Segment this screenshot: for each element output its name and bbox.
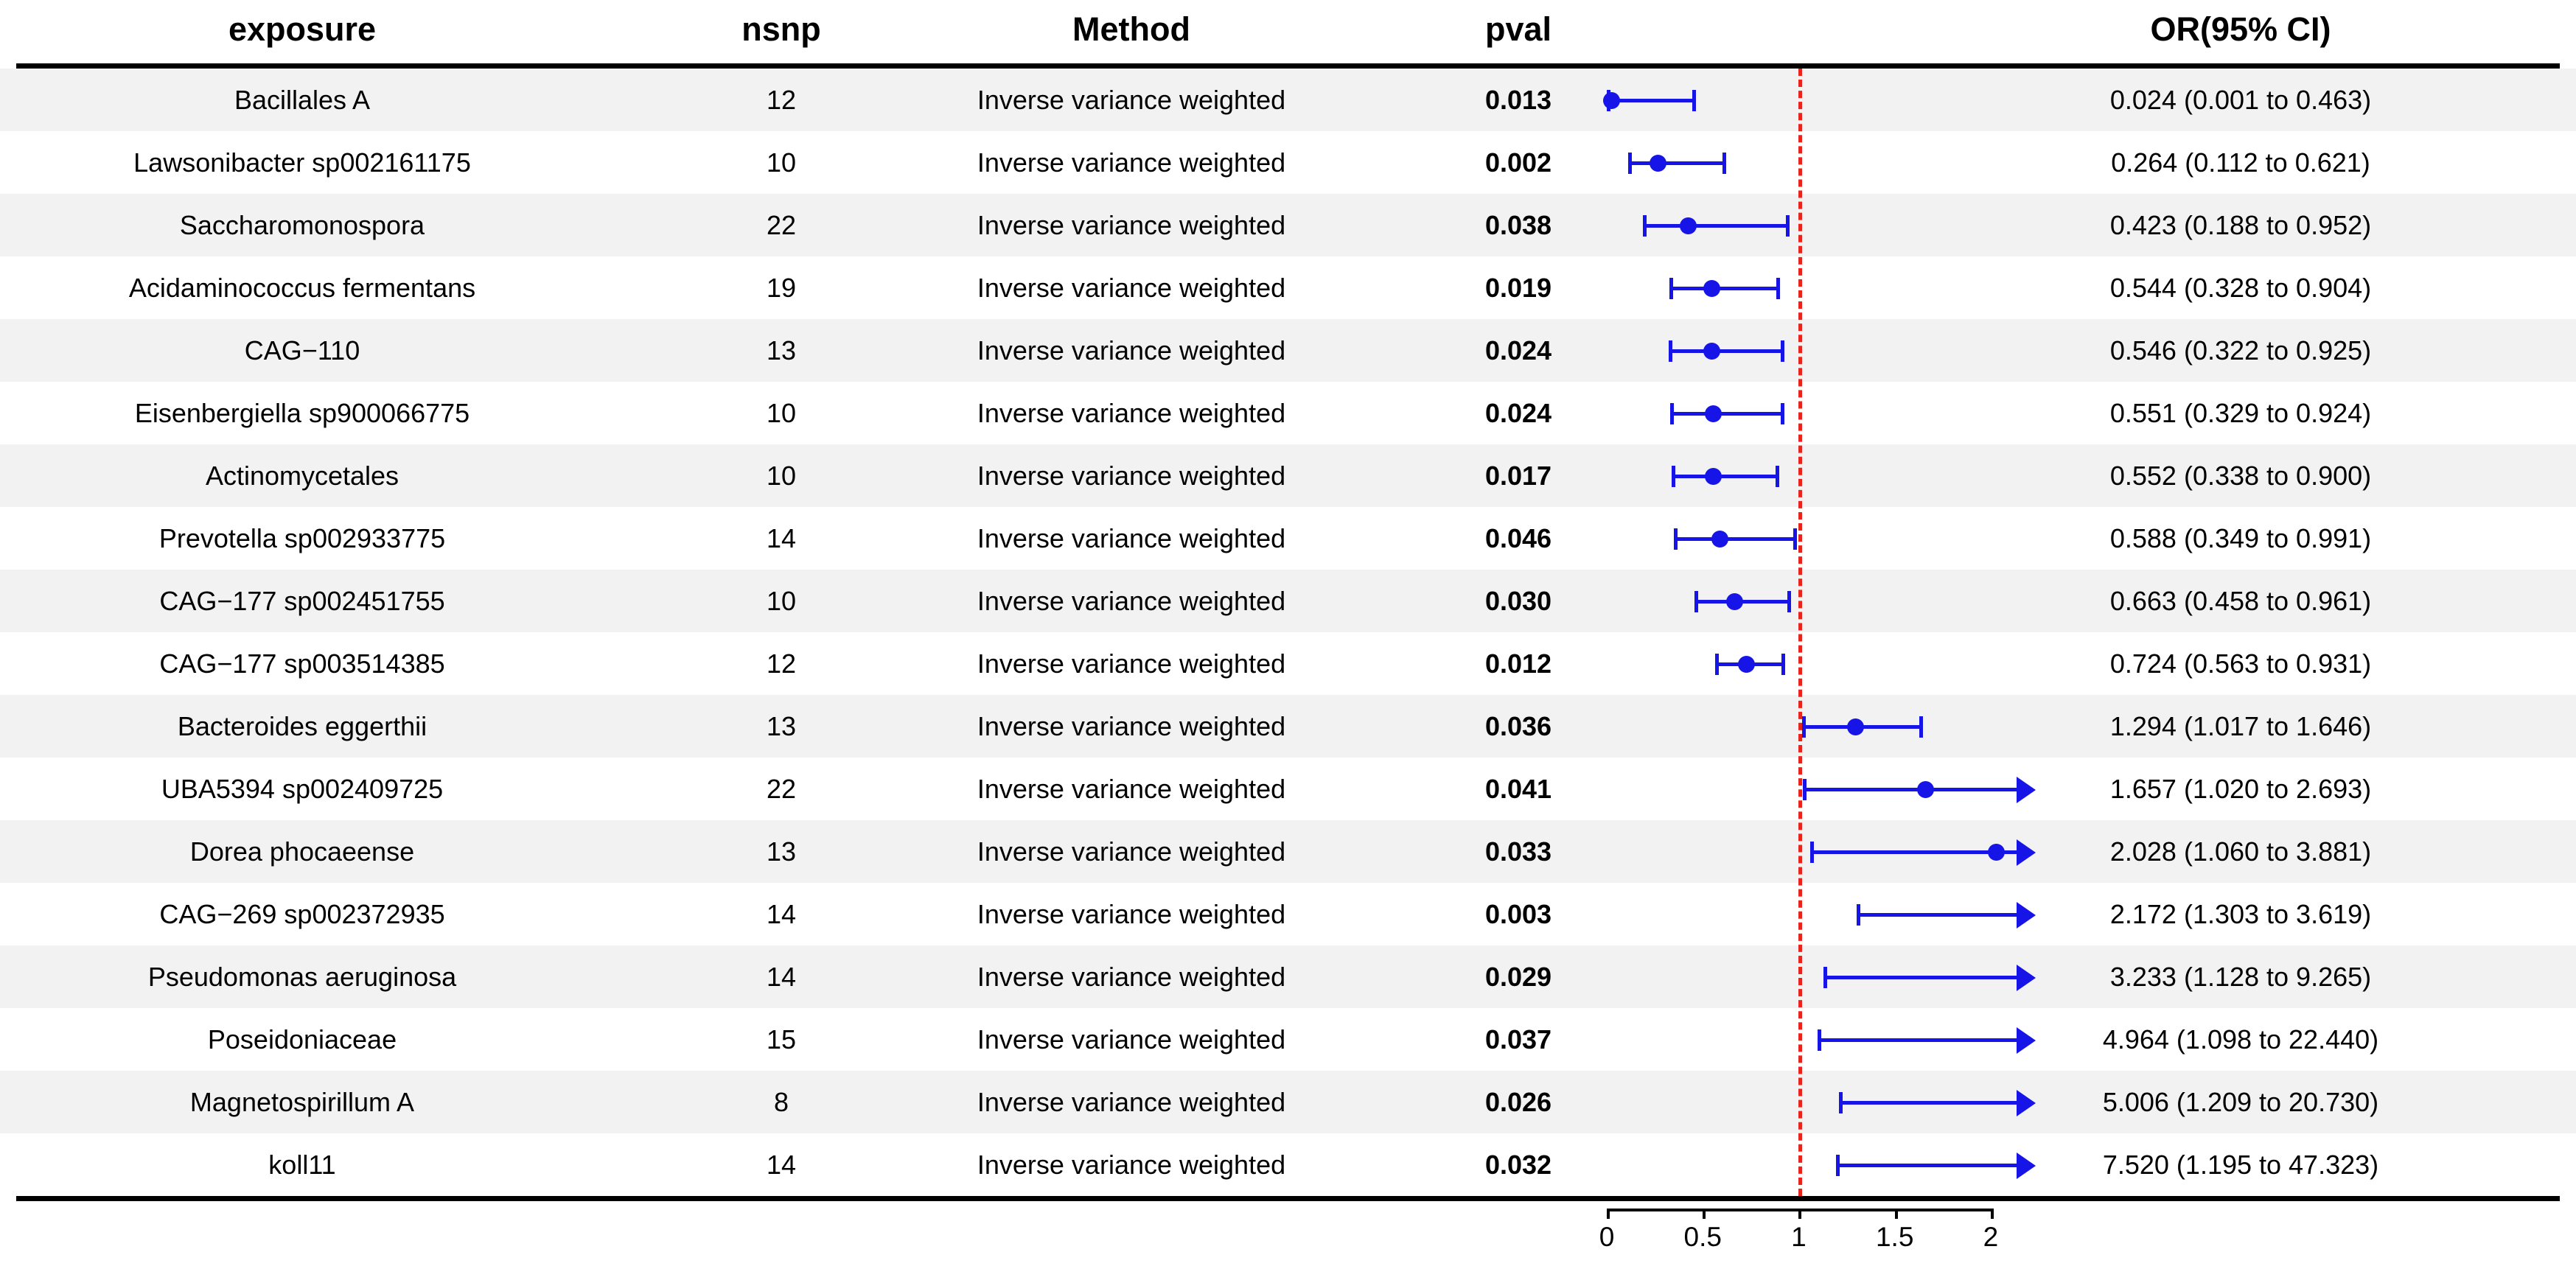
cell-or: 0.663 (0.458 to 0.961)	[2109, 586, 2372, 616]
confidence-interval	[1607, 256, 2020, 319]
interval-cap-lower	[1823, 967, 1827, 988]
cell-nsnp: 14	[766, 962, 797, 992]
table-row	[0, 131, 2576, 194]
cell-or: 0.724 (0.563 to 0.931)	[2109, 648, 2372, 679]
cell-or: 3.233 (1.128 to 9.265)	[2109, 962, 2372, 992]
cell-method: Inverse variance weighted	[977, 1087, 1286, 1117]
confidence-interval	[1607, 507, 2020, 570]
table-row	[0, 1133, 2576, 1196]
cell-pval: 0.029	[1484, 962, 1552, 992]
interval-cap-upper	[1781, 403, 1784, 424]
interval-cap-lower	[1670, 403, 1674, 424]
cell-pval: 0.041	[1484, 774, 1552, 804]
interval-cap-upper	[1722, 153, 1726, 174]
cell-nsnp: 12	[766, 648, 797, 679]
table-row	[0, 382, 2576, 444]
cell-nsnp: 13	[766, 335, 797, 366]
cell-exposure: Actinomycetales	[205, 461, 399, 491]
interval-line	[1669, 349, 1784, 353]
point-estimate-marker	[1703, 280, 1720, 297]
table-row	[0, 507, 2576, 570]
cell-pval: 0.030	[1484, 586, 1552, 616]
confidence-interval	[1607, 1071, 2020, 1133]
cell-nsnp: 13	[766, 836, 797, 867]
point-estimate-marker	[1705, 468, 1722, 485]
table-body	[0, 69, 2576, 1196]
table-row	[0, 945, 2576, 1008]
interval-line	[1643, 224, 1790, 228]
confidence-interval	[1607, 444, 2020, 507]
interval-arrow-upper	[2017, 1027, 2036, 1054]
interval-cap-upper	[1781, 340, 1784, 362]
cell-nsnp: 10	[766, 147, 797, 178]
cell-method: Inverse variance weighted	[977, 836, 1286, 867]
confidence-interval	[1607, 1008, 2020, 1071]
interval-cap-lower	[1628, 153, 1632, 174]
x-axis-tick	[1798, 1209, 1801, 1219]
cell-exposure: Acidaminococcus fermentans	[128, 273, 476, 303]
point-estimate-marker	[1603, 92, 1620, 109]
confidence-interval	[1607, 632, 2020, 695]
cell-pval: 0.038	[1484, 210, 1552, 240]
table-row	[0, 632, 2576, 695]
cell-or: 0.588 (0.349 to 0.991)	[2109, 523, 2372, 553]
table-row	[0, 444, 2576, 507]
interval-cap-lower	[1643, 215, 1647, 237]
confidence-interval	[1607, 570, 2020, 632]
point-estimate-marker	[1988, 844, 2005, 861]
cell-nsnp: 8	[773, 1087, 789, 1117]
interval-arrow-upper	[2017, 1090, 2036, 1116]
table-row	[0, 695, 2576, 758]
table-row	[0, 319, 2576, 382]
column-header-nsnp: nsnp	[741, 10, 821, 48]
interval-cap-upper	[1776, 466, 1779, 487]
header-divider	[16, 63, 2560, 69]
table-row	[0, 570, 2576, 632]
x-axis-tick-label: 2	[1983, 1222, 1999, 1252]
x-axis-tick-label: 0	[1599, 1222, 1615, 1252]
cell-nsnp: 14	[766, 899, 797, 929]
cell-method: Inverse variance weighted	[977, 711, 1286, 741]
interval-arrow-upper	[2017, 965, 2036, 991]
cell-method: Inverse variance weighted	[977, 335, 1286, 366]
cell-method: Inverse variance weighted	[977, 147, 1286, 178]
x-axis-tick	[1607, 1209, 1610, 1219]
cell-pval: 0.026	[1484, 1087, 1552, 1117]
confidence-interval	[1607, 820, 2020, 883]
cell-method: Inverse variance weighted	[977, 648, 1286, 679]
table-row	[0, 883, 2576, 945]
cell-exposure: CAG−177 sp003514385	[159, 648, 445, 679]
cell-or: 0.423 (0.188 to 0.952)	[2109, 210, 2372, 240]
x-axis	[1599, 1209, 2020, 1260]
interval-cap-lower	[1803, 779, 1807, 800]
table-row	[0, 69, 2576, 131]
confidence-interval	[1607, 69, 2020, 131]
cell-method: Inverse variance weighted	[977, 962, 1286, 992]
cell-method: Inverse variance weighted	[977, 398, 1286, 428]
interval-line	[1607, 99, 1695, 102]
cell-nsnp: 12	[766, 85, 797, 115]
interval-cap-lower	[1802, 716, 1806, 738]
interval-cap-upper	[1781, 654, 1785, 675]
point-estimate-marker	[1847, 718, 1864, 735]
cell-pval: 0.033	[1484, 836, 1552, 867]
cell-method: Inverse variance weighted	[977, 523, 1286, 553]
cell-or: 1.294 (1.017 to 1.646)	[2109, 711, 2372, 741]
interval-line	[1672, 475, 1779, 478]
interval-cap-lower	[1674, 528, 1678, 550]
cell-exposure: Saccharomonospora	[179, 210, 425, 240]
table-row	[0, 1071, 2576, 1133]
cell-pval: 0.024	[1484, 398, 1552, 428]
cell-or: 0.551 (0.329 to 0.924)	[2109, 398, 2372, 428]
interval-line	[1836, 1164, 2020, 1167]
cell-pval: 0.024	[1484, 335, 1552, 366]
cell-method: Inverse variance weighted	[977, 1024, 1286, 1055]
table-row	[0, 256, 2576, 319]
x-axis-tick-label: 1	[1791, 1222, 1807, 1252]
table-row	[0, 1008, 2576, 1071]
confidence-interval	[1607, 382, 2020, 444]
cell-exposure: Eisenbergiella sp900066775	[134, 398, 470, 428]
cell-pval: 0.003	[1484, 899, 1552, 929]
interval-cap-lower	[1669, 278, 1673, 299]
cell-nsnp: 14	[766, 1150, 797, 1180]
cell-pval: 0.032	[1484, 1150, 1552, 1180]
cell-or: 0.544 (0.328 to 0.904)	[2109, 273, 2372, 303]
cell-or: 4.964 (1.098 to 22.440)	[2102, 1024, 2379, 1055]
cell-method: Inverse variance weighted	[977, 1150, 1286, 1180]
cell-pval: 0.019	[1484, 273, 1552, 303]
interval-cap-upper	[1787, 591, 1791, 612]
interval-cap-lower	[1857, 904, 1860, 926]
cell-exposure: Bacillales A	[234, 85, 371, 115]
cell-nsnp: 22	[766, 774, 797, 804]
confidence-interval	[1607, 1133, 2020, 1196]
interval-arrow-upper	[2017, 1153, 2036, 1179]
table-row	[0, 758, 2576, 820]
cell-or: 2.172 (1.303 to 3.619)	[2109, 899, 2372, 929]
interval-cap-upper	[1786, 215, 1790, 237]
cell-nsnp: 10	[766, 461, 797, 491]
cell-or: 5.006 (1.209 to 20.730)	[2102, 1087, 2379, 1117]
cell-method: Inverse variance weighted	[977, 899, 1286, 929]
confidence-interval	[1607, 945, 2020, 1008]
cell-method: Inverse variance weighted	[977, 85, 1286, 115]
interval-cap-upper	[1776, 278, 1780, 299]
interval-cap-upper	[1692, 90, 1696, 111]
cell-exposure: Lawsonibacter sp002161175	[133, 147, 471, 178]
interval-line	[1628, 161, 1726, 165]
cell-nsnp: 22	[766, 210, 797, 240]
cell-nsnp: 15	[766, 1024, 797, 1055]
confidence-interval	[1607, 319, 2020, 382]
point-estimate-marker	[1650, 155, 1666, 172]
cell-or: 2.028 (1.060 to 3.881)	[2109, 836, 2372, 867]
point-estimate-marker	[1680, 217, 1697, 234]
cell-pval: 0.013	[1484, 85, 1552, 115]
cell-exposure: Prevotella sp002933775	[158, 523, 446, 553]
interval-cap-upper	[1793, 528, 1797, 550]
cell-method: Inverse variance weighted	[977, 461, 1286, 491]
interval-cap-lower	[1694, 591, 1698, 612]
confidence-interval	[1607, 883, 2020, 945]
point-estimate-marker	[1917, 781, 1934, 798]
cell-nsnp: 10	[766, 586, 797, 616]
interval-arrow-upper	[2017, 902, 2036, 928]
footer-divider	[16, 1196, 2560, 1201]
x-axis-tick	[1991, 1209, 1994, 1219]
cell-pval: 0.037	[1484, 1024, 1552, 1055]
interval-cap-lower	[1672, 466, 1675, 487]
cell-or: 0.264 (0.112 to 0.621)	[2111, 147, 2370, 178]
interval-cap-lower	[1836, 1155, 1840, 1176]
interval-line	[1669, 287, 1780, 290]
cell-nsnp: 13	[766, 711, 797, 741]
cell-nsnp: 14	[766, 523, 797, 553]
cell-method: Inverse variance weighted	[977, 210, 1286, 240]
interval-line	[1674, 537, 1797, 541]
cell-exposure: Magnetospirillum A	[189, 1087, 415, 1117]
cell-or: 0.024 (0.001 to 0.463)	[2109, 85, 2372, 115]
cell-exposure: Dorea phocaeense	[189, 836, 415, 867]
confidence-interval	[1607, 758, 2020, 820]
interval-arrow-upper	[2017, 777, 2036, 803]
column-header-or: OR(95% CI)	[2150, 10, 2331, 48]
interval-line	[1670, 412, 1784, 416]
column-header-method: Method	[1072, 10, 1190, 48]
cell-pval: 0.036	[1484, 711, 1552, 741]
cell-pval: 0.017	[1484, 461, 1552, 491]
forest-interval-area	[1607, 69, 2020, 1196]
table-row	[0, 820, 2576, 883]
cell-nsnp: 10	[766, 398, 797, 428]
point-estimate-marker	[1726, 593, 1743, 610]
cell-exposure: CAG−110	[244, 335, 360, 366]
x-axis-tick	[1895, 1209, 1898, 1219]
table-row	[0, 194, 2576, 256]
cell-pval: 0.046	[1484, 523, 1552, 553]
confidence-interval	[1607, 695, 2020, 758]
cell-pval: 0.012	[1484, 648, 1552, 679]
point-estimate-marker	[1703, 343, 1720, 360]
x-axis-tick-label: 1.5	[1875, 1222, 1914, 1252]
interval-arrow-upper	[2017, 839, 2036, 866]
x-axis-tick	[1703, 1209, 1706, 1219]
cell-exposure: Pseudomonas aeruginosa	[147, 962, 457, 992]
cell-or: 0.546 (0.322 to 0.925)	[2109, 335, 2372, 366]
cell-exposure: Bacteroides eggerthii	[177, 711, 427, 741]
cell-exposure: UBA5394 sp002409725	[161, 774, 444, 804]
interval-cap-lower	[1818, 1029, 1821, 1051]
interval-line	[1803, 788, 2020, 791]
cell-nsnp: 19	[766, 273, 797, 303]
interval-cap-lower	[1669, 340, 1672, 362]
cell-exposure: CAG−269 sp002372935	[159, 899, 445, 929]
cell-or: 1.657 (1.020 to 2.693)	[2109, 774, 2372, 804]
interval-line	[1857, 913, 2020, 917]
cell-exposure: koll11	[268, 1150, 336, 1180]
cell-pval: 0.002	[1484, 147, 1552, 178]
cell-or: 7.520 (1.195 to 47.323)	[2102, 1150, 2379, 1180]
cell-method: Inverse variance weighted	[977, 774, 1286, 804]
interval-line	[1818, 1038, 2020, 1042]
confidence-interval	[1607, 194, 2020, 256]
point-estimate-marker	[1738, 656, 1755, 673]
table-header	[0, 0, 2576, 65]
interval-cap-lower	[1810, 842, 1814, 863]
point-estimate-marker	[1711, 531, 1728, 548]
interval-cap-lower	[1839, 1092, 1843, 1113]
column-header-pval: pval	[1484, 10, 1552, 48]
interval-line	[1823, 976, 2020, 979]
cell-method: Inverse variance weighted	[977, 586, 1286, 616]
confidence-interval	[1607, 131, 2020, 194]
cell-or: 0.552 (0.338 to 0.900)	[2109, 461, 2372, 491]
interval-cap-upper	[1919, 716, 1923, 738]
cell-exposure: Poseidoniaceae	[207, 1024, 397, 1055]
interval-cap-lower	[1715, 654, 1719, 675]
x-axis-tick-label: 0.5	[1683, 1222, 1722, 1252]
interval-line	[1694, 600, 1791, 604]
point-estimate-marker	[1705, 405, 1722, 422]
interval-line	[1839, 1101, 2020, 1105]
column-header-exposure: exposure	[228, 10, 377, 48]
cell-exposure: CAG−177 sp002451755	[159, 586, 445, 616]
cell-method: Inverse variance weighted	[977, 273, 1286, 303]
